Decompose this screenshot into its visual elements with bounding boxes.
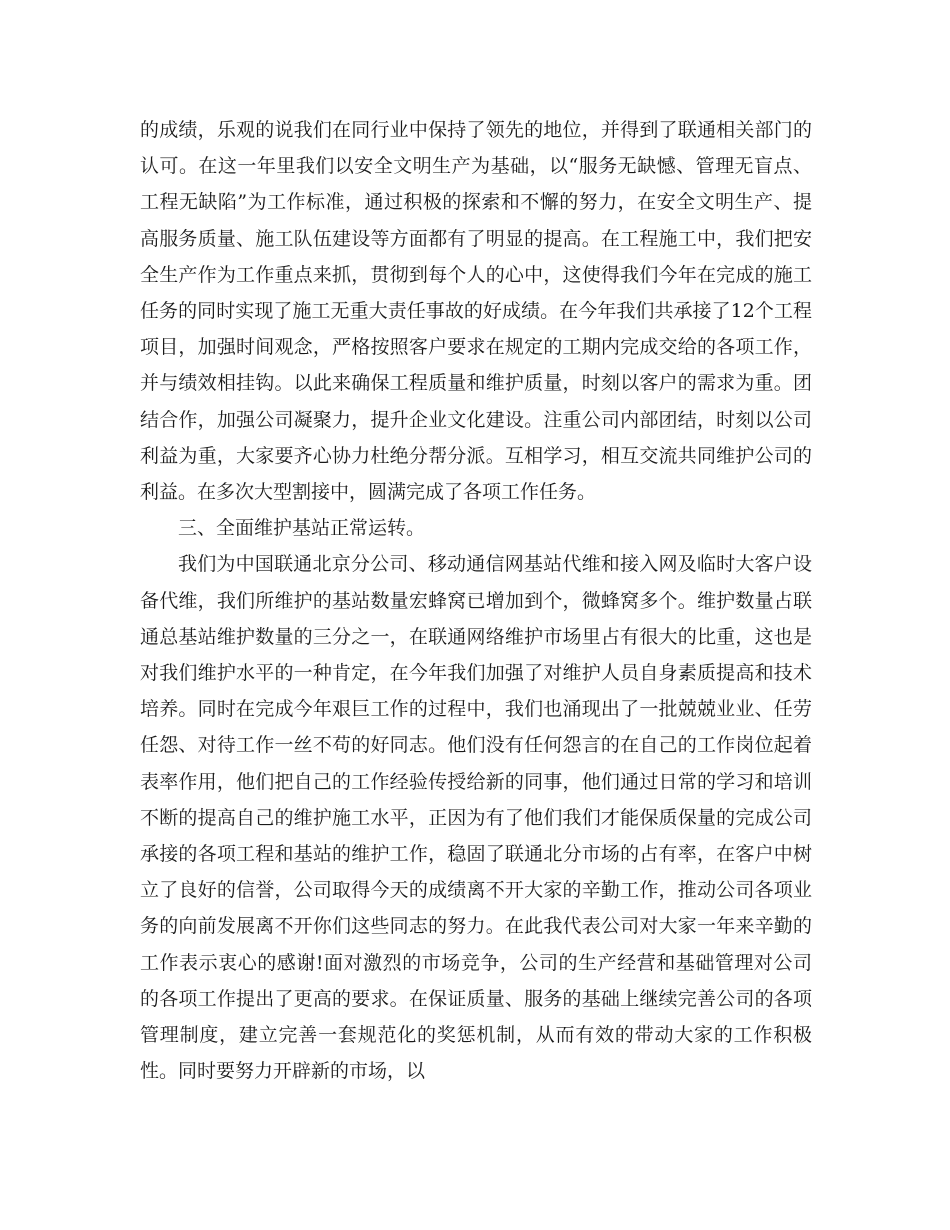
body-paragraph-continued: 的成绩，乐观的说我们在同行业中保持了领先的地位，并得到了联通相关部门的认可。在这一年里我们以安全文明生产为基础，以“服务无缺憾、管理无盲点、工程无缺陷”为工作标准，通过积极的探索和不懈的努力，在安全文明生产、提高服务质量、施工队伍建设等方面都有了明显的提高。在工程施工中，我们把安全生产作为工作重点来抓，贯彻到每个人的心中，这使得我们今年在完成的施工任务的同时实现了施工无重大责任事故的好成绩。在今年我们共承接了12个工程项目，加强时间观念，严格按照客户要求在规定的工期内完成交给的各项工作，并与绩效相挂钩。以此来确保工程质量和维护质量，时刻以客户的需求为重。团结合作，加强公司凝聚力，提升企业文化建设。注重公司内部团结，时刻以公司利益为重，大家要齐心协力杜绝分帮分派。互相学习，相互交流共同维护公司的利益。在多次大型割接中，圆满完成了各项工作任务。	[140, 119, 812, 504]
section-heading-3: 三、全面维护基站正常运转。	[178, 517, 426, 540]
document-page	[140, 112, 812, 1089]
body-paragraph: 我们为中国联通北京分公司、移动通信网基站代维和接入网及临时大客户设备代维，我们所维护的基站数量宏蜂窝已增加到个，微蜂窝多个。维护数量占联通总基站维护数量的三分之一，在联通网络维护市场里占有很大的比重，这也是对我们维护水平的一种肯定，在今年我们加强了对维护人员自身素质提高和技术培养。同时在完成今年艰巨工作的过程中，我们也涌现出了一批兢兢业业、任劳任怨、对待工作一丝不苟的好同志。他们没有任何怨言的在自己的工作岗位起着表率作用，他们把自己的工作经验传授给新的同事，他们通过日常的学习和培训不断的提高自己的维护施工水平，正因为有了他们我们才能保质保量的完成公司承接的各项工程和基站的维护工作，稳固了联通北分市场的占有率，在客户中树立了良好的信誉，公司取得今天的成绩离不开大家的辛勤工作，推动公司各项业务的向前发展离不开你们这些同志的努力。在此我代表公司对大家一年来辛勤的工作表示衷心的感谢!面对激烈的市场竞争，公司的生产经营和基础管理对公司的各项工作提出了更高的要求。在保证质量、服务的基础上继续完善公司的各项管理制度，建立完善一套规范化的奖惩机制，从而有效的带动大家的工作积极性。同时要努力开辟新的市场，以	[140, 553, 812, 1083]
